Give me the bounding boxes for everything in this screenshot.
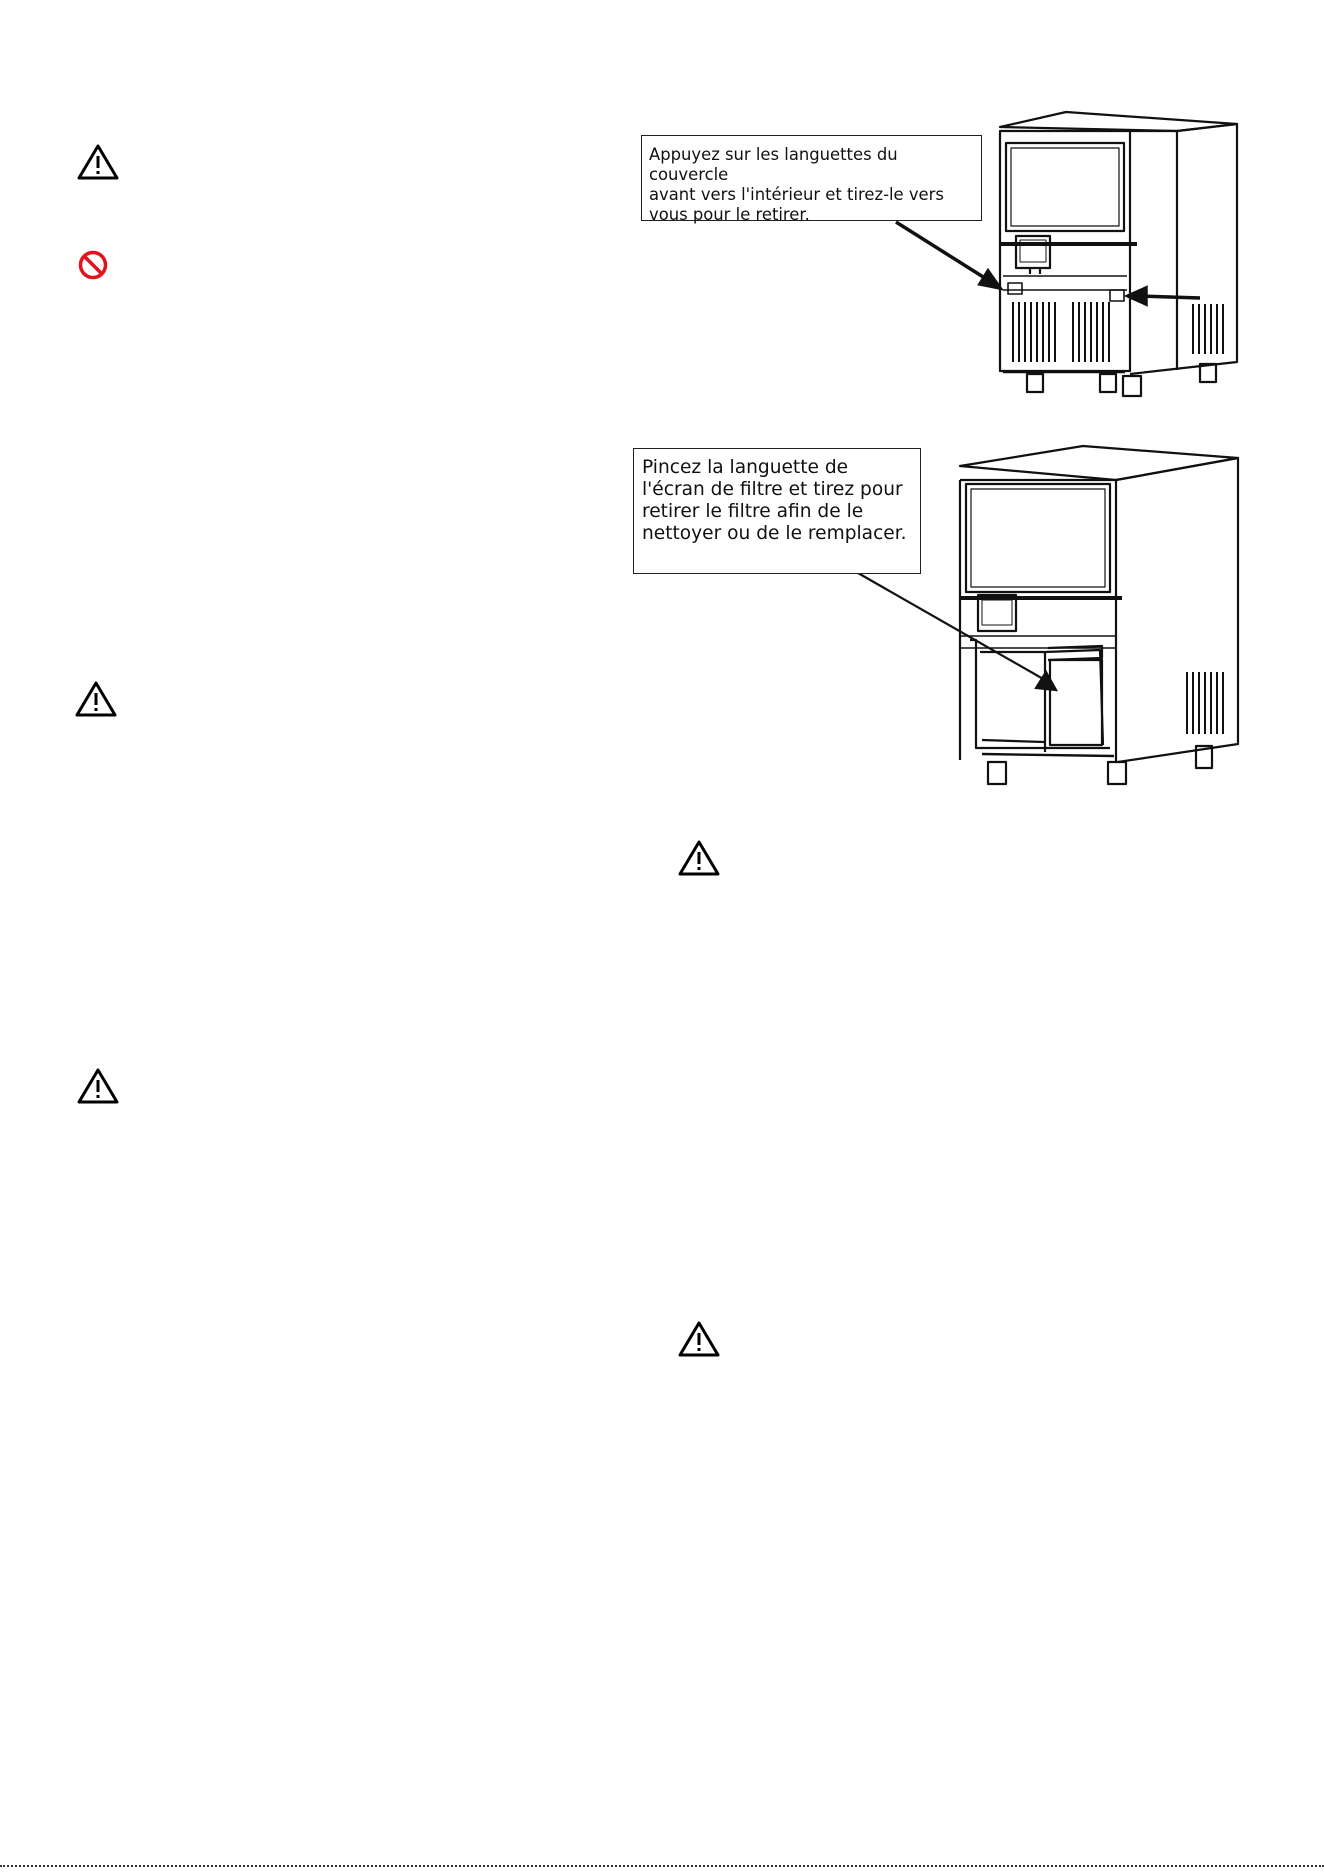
callout-line: nettoyer ou de le remplacer. [642, 523, 907, 545]
callout-filter-screen [633, 448, 921, 574]
warning-icon [76, 1067, 120, 1105]
prohibited-icon [77, 249, 109, 281]
callout-line: retirer le filtre afin de le [642, 501, 864, 523]
figure-front-cover-removal [630, 105, 1260, 420]
callout-line: vous pour le retirer. [649, 205, 810, 225]
warning-icon [677, 839, 721, 877]
figure-filter-removal [630, 440, 1260, 800]
callout-line: Appuyez sur les languettes du couvercle [649, 145, 898, 185]
callout-front-cover [641, 135, 982, 225]
callout-line: Pincez la languette de [642, 457, 849, 478]
warning-icon [677, 1320, 721, 1358]
callout-line: l'écran de filtre et tirez pour [642, 479, 903, 501]
warning-icon [76, 143, 120, 181]
footer-divider [0, 1865, 1324, 1867]
warning-icon [74, 680, 118, 718]
callout-line: avant vers l'intérieur et tirez-le vers [649, 185, 944, 205]
